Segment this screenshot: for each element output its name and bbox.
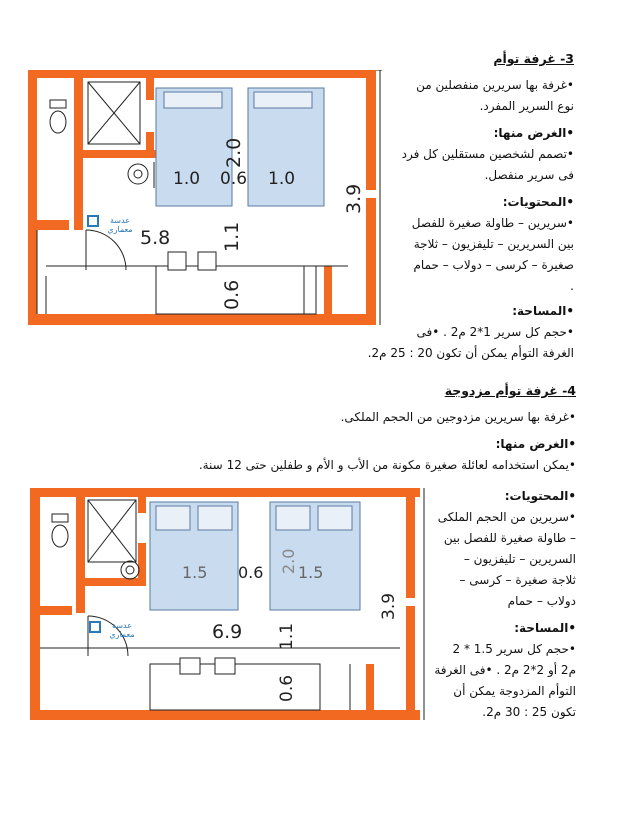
section-double-room-details <box>426 486 576 723</box>
purpose-line: فى سرير منفصل. <box>484 168 574 182</box>
purpose-line: •يمكن استخدامه لعائلة صغيرة مكونة من الأب و الأم و طفلين حتى 12 سنة. <box>198 458 576 472</box>
svg-text:عدسة: عدسة <box>110 216 130 225</box>
contents-line: ثلاجة صغيرة – كرسى – <box>459 573 576 587</box>
floor-plan-double-room <box>30 488 430 728</box>
bed-width-label-1: 1.0 <box>173 169 201 189</box>
bed-width-label-2: 1.5 <box>298 563 324 582</box>
floor-plan-twin-room <box>28 70 388 328</box>
room-length-label: 6.9 <box>212 621 243 643</box>
contents-line: •سريرين – طاولة صغيرة للفصل <box>411 216 574 230</box>
purpose-title: •الغرض منها: <box>495 437 576 451</box>
section-heading: 4- غرفة توأم مزدوجة <box>444 383 576 398</box>
section-double-room <box>156 380 576 476</box>
desc-line: •غرفة بها سريرين منفصلين من <box>416 78 574 92</box>
area-line: تكون 25 : 30 م2. <box>482 705 576 719</box>
room-width-label: 3.9 <box>343 183 365 214</box>
contents-line: صغيرة – كرسى – دولاب – حمام <box>413 258 574 272</box>
corridor-label: 1.1 <box>221 221 243 252</box>
area-line: •حجم كل سرير 1*2 م2 . •فى <box>416 325 574 339</box>
area-line: •حجم كل سرير 1.5 * 2 <box>452 642 576 656</box>
contents-line: . <box>570 279 574 293</box>
desk-label: 0.6 <box>277 674 297 702</box>
section-heading: 3- غرفة توأم <box>493 51 574 66</box>
beds <box>150 502 360 610</box>
bed-width-label-2: 1.0 <box>268 169 296 189</box>
area-title: •المساحة: <box>514 621 576 635</box>
svg-text:معماري: معماري <box>107 225 133 234</box>
gap-label: 0.6 <box>220 169 248 189</box>
contents-line: السريرين – تليفزيون – <box>463 552 576 566</box>
svg-text:عدسة: عدسة <box>112 621 132 630</box>
area-line: م2 أو 2*2 م2 . •فى الغرفة <box>434 663 576 677</box>
desk-label: 0.6 <box>221 279 243 310</box>
room-width-label: 3.9 <box>379 592 399 620</box>
area-line: التوأم المزدوجة يمكن أن <box>453 684 576 698</box>
contents-line: دولاب – حمام <box>507 594 576 608</box>
bed-length-label: 2.0 <box>279 548 298 574</box>
contents-line: – طاولة صغيرة للفصل بين <box>443 531 576 545</box>
area-title: •المساحة: <box>512 304 574 318</box>
desc-line: •غرفة بها سريرين مزدوجين من الحجم الملكى. <box>340 410 576 424</box>
contents-title: •المحتويات: <box>502 195 574 209</box>
gap-label: 0.6 <box>238 563 264 582</box>
purpose-title: •الغرض منها: <box>493 126 574 140</box>
section-twin-room <box>364 48 574 364</box>
room-length-label: 5.8 <box>140 227 171 249</box>
svg-text:معماري: معماري <box>109 630 135 639</box>
area-line: الغرفة التوأم يمكن أن تكون 20 : 25 م2. <box>367 346 574 360</box>
corridor-label: 1.1 <box>277 622 297 650</box>
bed-width-label-1: 1.5 <box>182 563 208 582</box>
desc-line: نوع السرير المفرد. <box>479 99 574 113</box>
bed-length-label: 2.0 <box>223 137 245 168</box>
logo <box>90 621 135 639</box>
contents-line: •سريرين من الحجم الملكى <box>437 510 576 524</box>
contents-line: بين السريرين – تليفزيون – ثلاجة <box>413 237 574 251</box>
contents-title: •المحتويات: <box>504 489 576 503</box>
purpose-line: •تصمم لشخصين مستقلين كل فرد <box>401 147 574 161</box>
